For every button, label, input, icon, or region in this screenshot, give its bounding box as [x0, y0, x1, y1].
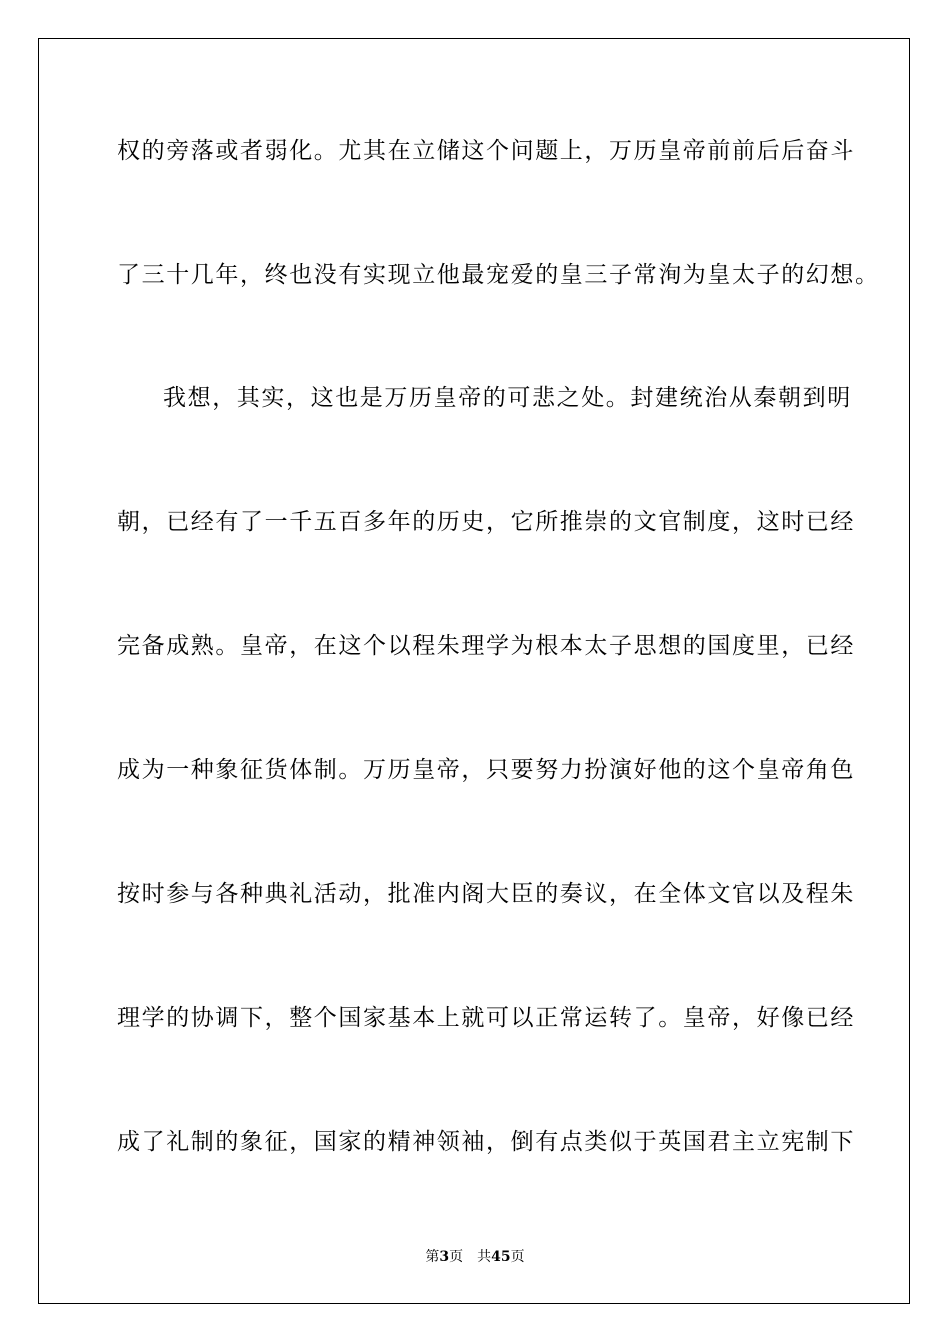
page-number-suffix: 页 [449, 1249, 464, 1265]
body-text-line-3: 我想，其实，这也是万历皇帝的可悲之处。封建统治从秦朝到明 [163, 385, 852, 411]
body-text-line-1: 权的旁落或者弱化。尤其在立储这个问题上，万历皇帝前前后后奋斗 [117, 138, 855, 164]
total-pages-suffix: 页 [510, 1249, 525, 1265]
body-text-line-6: 成为一种象征货体制。万历皇帝，只要努力扮演好他的这个皇帝角色 [117, 757, 855, 783]
body-text-line-5: 完备成熟。皇帝，在这个以程朱理学为根本太子思想的国度里，已经 [117, 633, 855, 659]
page-number: 3 [439, 1249, 450, 1265]
body-text-line-8: 理学的协调下，整个国家基本上就可以正常运转了。皇帝，好像已经 [117, 1005, 855, 1031]
body-text-line-7: 按时参与各种典礼活动，批准内阁大臣的奏议，在全体文官以及程朱 [117, 881, 855, 907]
body-text-line-4: 朝，已经有了一千五百多年的历史，它所推崇的文官制度，这时已经 [117, 509, 855, 535]
body-text-line-2: 了三十几年，终也没有实现立他最宠爱的皇三子常洵为皇太子的幻想。 [117, 262, 880, 288]
body-text-line-9: 成了礼制的象征，国家的精神领袖，倒有点类似于英国君主立宪制下 [117, 1129, 855, 1155]
page-frame [38, 38, 910, 1304]
total-pages-prefix: 共 [477, 1249, 492, 1265]
page-number-prefix: 第 [425, 1249, 440, 1265]
total-pages: 45 [491, 1249, 511, 1265]
page-footer [0, 1248, 950, 1266]
